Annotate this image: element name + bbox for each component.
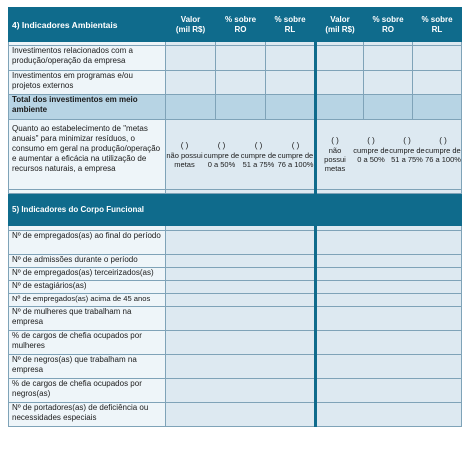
value-cell[interactable] — [364, 71, 413, 95]
value-cell[interactable] — [413, 46, 462, 71]
col-header-2-ro: % sobre RO — [364, 8, 413, 42]
goals-options-block-2 — [316, 120, 462, 190]
option-76-100[interactable]: ( ) cumpre de 76 a 100% — [277, 140, 314, 169]
value-cell[interactable] — [316, 71, 364, 95]
staff-row — [9, 281, 462, 294]
row-label: % de cargos de chefia ocupados por mulheres — [9, 331, 166, 355]
value-cell[interactable] — [413, 95, 462, 120]
row-label: Nº de empregados(as) ao final do período — [9, 231, 166, 255]
staff-row — [9, 231, 462, 255]
value-cell[interactable] — [166, 46, 216, 71]
value-cell[interactable] — [266, 46, 316, 71]
value-cell[interactable] — [316, 403, 462, 427]
value-cell[interactable] — [316, 355, 462, 379]
section5-title: 5) Indicadores do Corpo Funcional — [9, 194, 166, 226]
value-cell[interactable] — [166, 403, 316, 427]
value-cell[interactable] — [216, 46, 266, 71]
value-cell[interactable] — [166, 255, 316, 268]
env-row — [9, 71, 462, 95]
staff-row — [9, 403, 462, 427]
value-cell[interactable] — [216, 95, 266, 120]
value-cell[interactable] — [316, 46, 364, 71]
goals-question: Quanto ao estabelecimento de "metas anuais" para minimizar resíduos, o consumo em geral na produção/operação e aumentar a eficácia na utilização de recursos naturais, a empresa — [9, 120, 166, 190]
value-cell[interactable] — [166, 294, 316, 307]
value-cell[interactable] — [166, 331, 316, 355]
col-header-1-value: Valor (mil R$) — [166, 8, 216, 42]
indicators-table — [8, 7, 462, 427]
goals-options-block-1 — [166, 120, 316, 190]
value-cell[interactable] — [166, 231, 316, 255]
section4-header-row — [9, 8, 462, 42]
section5-header-row — [9, 194, 462, 226]
value-cell[interactable] — [316, 307, 462, 331]
value-cell[interactable] — [413, 71, 462, 95]
value-cell[interactable] — [166, 355, 316, 379]
row-label: Investimentos em programas e/ou projetos externos — [9, 71, 166, 95]
value-cell[interactable] — [316, 255, 462, 268]
value-cell[interactable] — [166, 281, 316, 294]
value-cell[interactable] — [266, 71, 316, 95]
col-header-1-rl: % sobre RL — [266, 8, 316, 42]
section4-title: 4) Indicadores Ambientais — [9, 8, 166, 42]
row-label: % de cargos de chefia ocupados por negros(as) — [9, 379, 166, 403]
goals-row — [9, 120, 462, 190]
value-cell[interactable] — [166, 71, 216, 95]
col-header-1-ro: % sobre RO — [216, 8, 266, 42]
row-label: Nº de admissões durante o período — [9, 255, 166, 268]
staff-row — [9, 379, 462, 403]
row-label: Nº de empregados(as) acima de 45 anos — [9, 294, 166, 307]
value-cell[interactable] — [316, 268, 462, 281]
staff-row — [9, 294, 462, 307]
value-cell[interactable] — [364, 95, 413, 120]
staff-row — [9, 307, 462, 331]
row-label: Investimentos relacionados com a produção/operação da empresa — [9, 46, 166, 71]
col-header-2-value: Valor (mil R$) — [316, 8, 364, 42]
staff-row — [9, 255, 462, 268]
value-cell[interactable] — [166, 307, 316, 331]
staff-row — [9, 355, 462, 379]
row-label: Nº de mulheres que trabalham na empresa — [9, 307, 166, 331]
value-cell[interactable] — [166, 379, 316, 403]
value-cell[interactable] — [266, 95, 316, 120]
value-cell[interactable] — [166, 95, 216, 120]
env-total-row — [9, 95, 462, 120]
row-label: Nº de estagiários(as) — [9, 281, 166, 294]
row-label: Nº de negros(as) que trabalham na empresa — [9, 355, 166, 379]
option-no-goals[interactable]: ( ) não possui metas — [166, 140, 203, 169]
option-76-100[interactable]: ( ) cumpre de 76 a 100% — [425, 136, 461, 164]
staff-row — [9, 331, 462, 355]
option-0-50[interactable]: ( ) cumpre de 0 a 50% — [203, 140, 240, 169]
value-cell[interactable] — [316, 294, 462, 307]
total-label: Total dos investimentos em meio ambiente — [9, 95, 166, 120]
row-label: Nº de empregados(as) terceirizados(as) — [9, 268, 166, 281]
value-cell[interactable] — [316, 331, 462, 355]
option-no-goals[interactable]: ( ) não possui metas — [324, 136, 346, 173]
row-label: Nº de portadores(as) de deficiência ou necessidades especiais — [9, 403, 166, 427]
staff-row — [9, 268, 462, 281]
value-cell[interactable] — [216, 71, 266, 95]
env-row — [9, 46, 462, 71]
value-cell[interactable] — [364, 46, 413, 71]
option-51-75[interactable]: ( ) cumpre de 51 a 75% — [240, 140, 277, 169]
option-0-50[interactable]: ( ) cumpre de 0 a 50% — [353, 136, 389, 164]
value-cell[interactable] — [166, 268, 316, 281]
value-cell[interactable] — [316, 95, 364, 120]
value-cell[interactable] — [316, 379, 462, 403]
col-header-2-rl: % sobre RL — [413, 8, 462, 42]
value-cell[interactable] — [316, 281, 462, 294]
value-cell[interactable] — [316, 231, 462, 255]
option-51-75[interactable]: ( ) cumpre de 51 a 75% — [389, 136, 425, 164]
